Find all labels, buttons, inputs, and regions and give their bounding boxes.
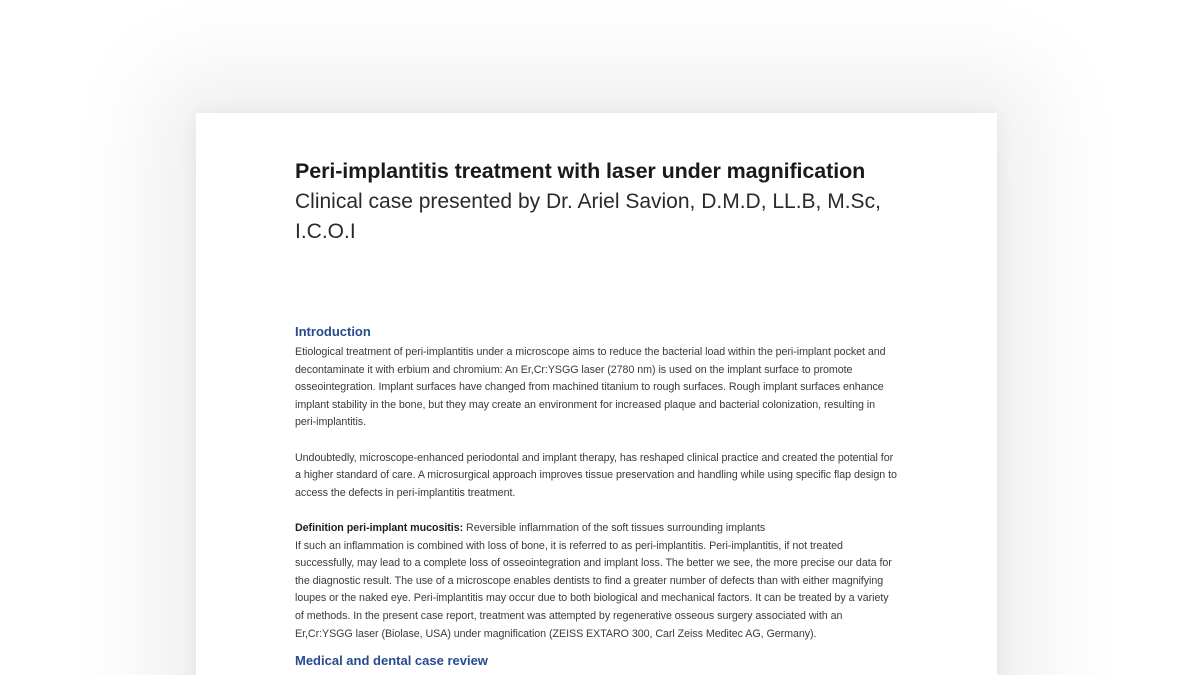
intro-paragraph-2: Undoubtedly, microscope-enhanced periodontal and implant therapy, has reshaped clinical practice and created the potential for a higher standard of care. A microsurgical approach improves tissue preservation and handling while using specific flap design to access the defects in peri-implantitis treatment.: [295, 451, 897, 499]
definition-text: Reversible inflammation of the soft tissues surrounding implants: [463, 521, 766, 534]
introduction-body: [295, 344, 897, 643]
document-title: Peri-implantitis treatment with laser under magnification: [295, 159, 866, 183]
section-heading-case-review: Medical and dental case review: [295, 653, 488, 669]
section-heading-introduction: Introduction: [295, 324, 371, 339]
document-content: [295, 157, 897, 669]
document-subtitle: Clinical case presented by Dr. Ariel Savion, D.M.D, LL.B, M.Sc, I.C.O.I: [295, 190, 881, 243]
intro-paragraph-3: If such an inflammation is combined with loss of bone, it is referred to as peri-implantitis. Peri-implantitis, if not treated successfully, may lead to a complete loss of osseointegration and implant loss. The better we see, the more precise our data for the diagnostic result. The use of a microscope enables dentists to find a greater number of defects than with either magnifying loupes or the naked eye. Peri-implantitis may occur due to both biological and mechanical factors. It can be treated by a variety of methods. In the present case report, treatment was attempted by regenerative osseous surgery associated with an Er,Cr:YSGG laser (Biolase, USA) under magnification (ZEISS EXTARO 300, Carl Zeiss Meditec AG, Germany).: [295, 539, 892, 640]
definition-paragraph: [295, 520, 897, 643]
definition-label: Definition peri-implant mucositis:: [295, 521, 464, 534]
intro-paragraph-1: Etiological treatment of peri-implantitis under a microscope aims to reduce the bacterial load within the peri-implant pocket and decontaminate it with erbium and chromium: An Er,Cr:YSGG laser (2780 nm) is used on the implant surface to promote osseointegration. Implant surfaces have changed from machined titanium to rough surfaces. Rough implant surfaces enhance implant stability in the bone, but they may create an environment for increased plaque and bacterial colonization, resulting in peri-implantitis.: [295, 346, 886, 429]
document-page: [196, 113, 997, 675]
